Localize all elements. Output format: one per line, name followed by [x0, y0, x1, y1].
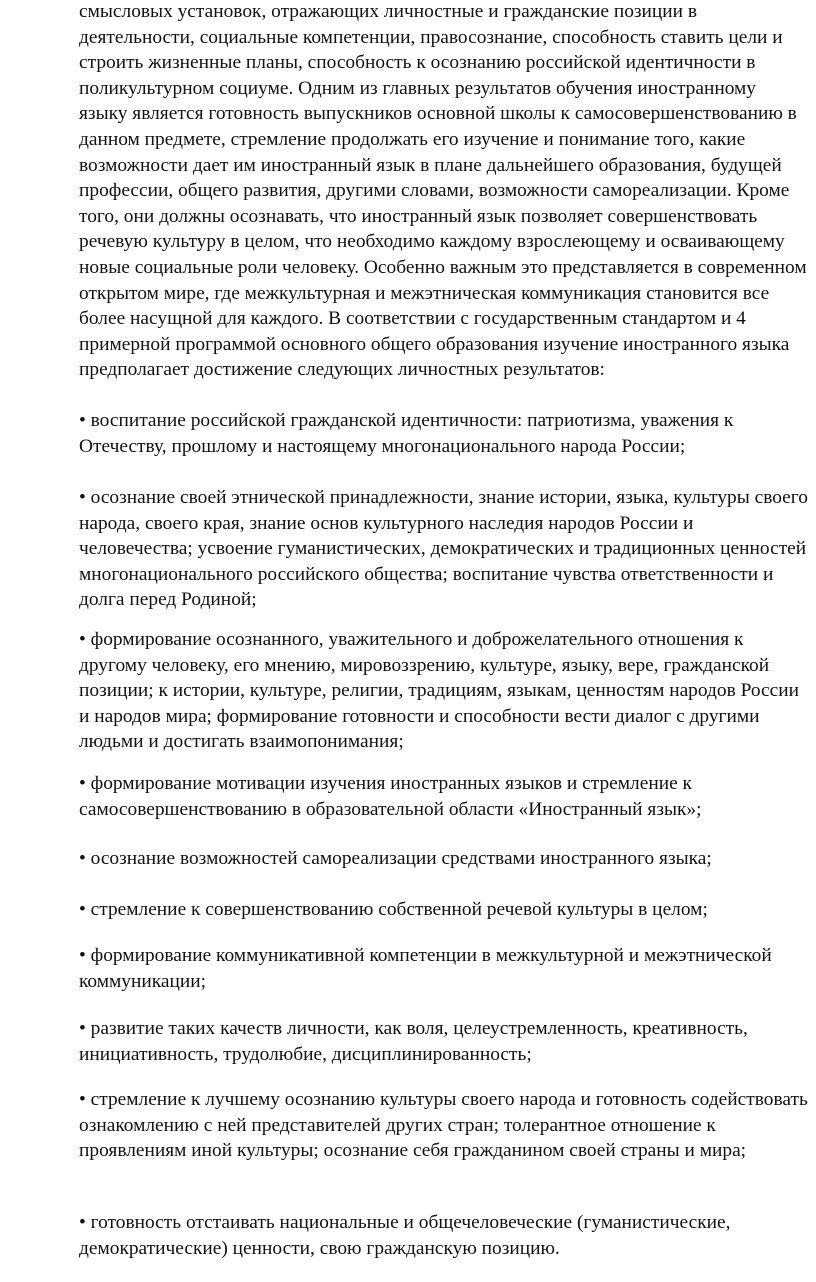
list-item: • готовность отстаивать национальные и общечеловеческие (гуманистические, демократические) ценности, свою гражданскую позицию. [79, 1212, 731, 1259]
list-item: • воспитание российской гражданской идентичности: патриотизма, уважения к Отечеству, прошлому и настоящему многонационального народа России; [79, 410, 734, 457]
list-item: • формирование осознанного, уважительного и доброжелательного отношения к другому человеку, его мнению, мировоззрению, культуре, языку, вере, гражданской позиции; к истории, культуре, религии, традициям, языкам, ценностям народов России и народов мира; формирование готовности и способности вести диалог с другими людьми и достигать взаимопонимания; [79, 629, 800, 753]
list-item: • формирование коммуникативной компетенции в межкультурной и межэтнической коммуникации; [79, 945, 772, 992]
list-item: • развитие таких качеств личности, как воля, целеустремленность, креативность, инициативность, трудолюбие, дисциплинированность; [79, 1018, 748, 1065]
list-item: • осознание своей этнической принадлежности, знание истории, языка, культуры своего народа, своего края, знание основ культурного наследия народов России и человечества; усвоение гуманистических, демократических и традиционных ценностей многонационального российского общества; воспитание чувства ответственности и долга перед Родиной; [79, 487, 808, 611]
document-page [79, 0, 809, 1259]
intro-paragraph: смысловых установок, отражающих личностные и гражданские позиции в деятельности, социальные компетенции, правосознание, способность ставить цели и строить жизненные планы, способность к осознанию российской идентичности в поликультурном социуме. Одним из главных результатов обучения иностранному языку является готовность выпускников основной школы к самосовершенствованию в данном предмете, стремление продолжать его изучение и понимание того, какие возможности дает им иностранный язык в плане дальнейшего образования, будущей профессии, общего развития, другими словами, возможности самореализации. Кроме того, они должны осознавать, что иностранный язык позволяет совершенствовать речевую культуру в целом, что необходимо каждому взрослеющему и осваивающему новые социальные роли человеку. Особенно важным это представляется в современном открытом мире, где межкультурная и межэтническая коммуникация становится все более насущной для каждого. В соответствии с государственным стандартом и 4 примерной программой основного общего образования изучение иностранного языка предполагает достижение следующих личностных результатов: [79, 1, 807, 381]
list-item: • стремление к совершенствованию собственной речевой культуры в целом; [79, 899, 708, 920]
list-item: • осознание возможностей самореализации средствами иностранного языка; [79, 848, 712, 869]
list-item: • формирование мотивации изучения иностранных языков и стремление к самосовершенствованию в образовательной области «Иностранный язык»; [79, 773, 702, 820]
list-item: • стремление к лучшему осознанию культуры своего народа и готовность содействовать ознакомлению с ней представителей других стран; толерантное отношение к проявлениям иной культуры; осознание себя гражданином своей страны и мира; [79, 1089, 808, 1162]
